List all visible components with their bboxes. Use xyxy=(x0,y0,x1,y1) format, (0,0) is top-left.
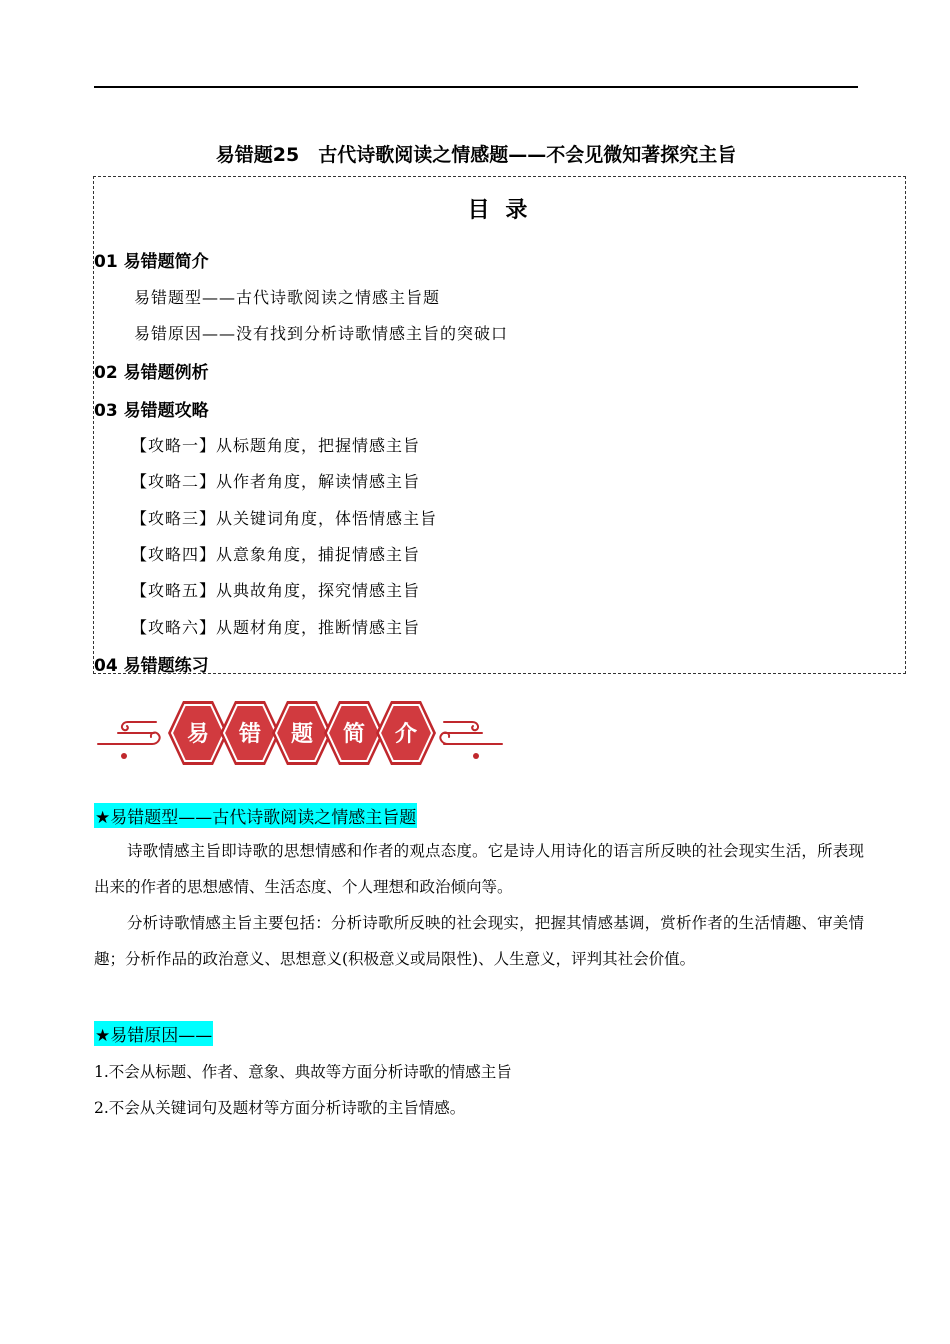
toc-section-examples[interactable]: 02 易错题例析 xyxy=(94,363,209,383)
toc-item-reason[interactable]: 易错原因——没有找到分析诗歌情感主旨的突破口 xyxy=(134,324,509,343)
banner-right-dot-icon xyxy=(473,753,479,759)
intro-paragraph-2: 分析诗歌情感主旨主要包括：分析诗歌所反映的社会现实，把握其情感基调，赏析作者的生活情趣、审美情趣；分析作品的政治意义、思想意义(积极意义或局限性)、人生意义，评判其社会价值。 xyxy=(94,914,864,968)
error-type-heading: ★易错题型——古代诗歌阅读之情感主旨题 xyxy=(94,803,417,828)
banner-char: 易 xyxy=(186,722,210,747)
toc-strategy-6[interactable]: 【攻略六】从题材角度，推断情感主旨 xyxy=(131,618,421,637)
table-of-contents xyxy=(93,176,906,674)
toc-section-intro[interactable]: 01 易错题简介 xyxy=(94,252,209,272)
banner-left-dot-icon xyxy=(121,753,127,759)
section-banner xyxy=(94,700,506,770)
toc-strategy-2[interactable]: 【攻略二】从作者角度，解读情感主旨 xyxy=(131,472,421,491)
banner-char: 简 xyxy=(342,722,366,747)
toc-section-practice[interactable]: 04 易错题练习 xyxy=(94,656,209,676)
toc-strategy-3[interactable]: 【攻略三】从关键词角度，体悟情感主旨 xyxy=(131,509,438,528)
banner-char: 题 xyxy=(290,722,314,747)
toc-item-type[interactable]: 易错题型——古代诗歌阅读之情感主旨题 xyxy=(134,288,441,307)
banner-left-swirl-icon xyxy=(98,722,160,744)
banner-char: 介 xyxy=(394,722,418,747)
toc-strategy-4[interactable]: 【攻略四】从意象角度，捕捉情感主旨 xyxy=(131,545,421,564)
banner-right-swirl-icon xyxy=(440,722,502,744)
intro-paragraph-1: 诗歌情感主旨即诗歌的思想情感和作者的观点态度。它是诗人用诗化的语言所反映的社会现实生活，所表现出来的作者的思想感情、生活态度、个人理想和政治倾向等。 xyxy=(94,842,864,896)
toc-heading: 目 录 xyxy=(467,198,532,223)
toc-strategy-5[interactable]: 【攻略五】从典故角度，探究情感主旨 xyxy=(131,581,421,600)
reason-item-1: 1.不会从标题、作者、意象、典故等方面分析诗歌的情感主旨 xyxy=(94,1063,512,1081)
document-title: 易错题25 古代诗歌阅读之情感题——不会见微知著探究主旨 xyxy=(215,144,737,166)
error-reason-heading: ★易错原因—— xyxy=(94,1021,213,1046)
header-rule xyxy=(94,86,858,88)
reason-item-2: 2.不会从关键词句及题材等方面分析诗歌的主旨情感。 xyxy=(94,1099,466,1117)
banner-char: 错 xyxy=(238,722,262,747)
toc-section-strategies[interactable]: 03 易错题攻略 xyxy=(94,401,209,421)
toc-strategy-1[interactable]: 【攻略一】从标题角度，把握情感主旨 xyxy=(131,436,421,455)
